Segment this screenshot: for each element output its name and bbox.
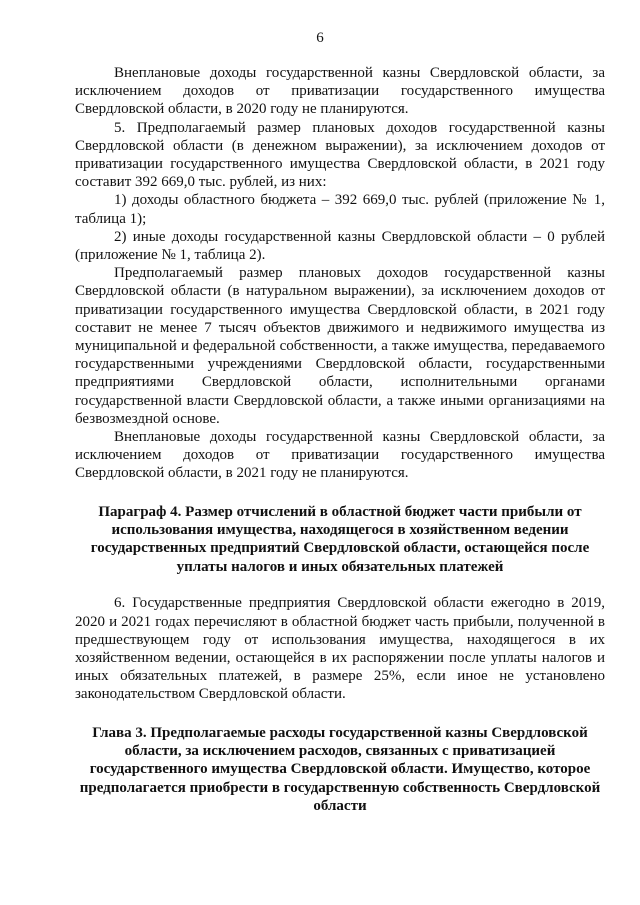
paragraph-unplanned-income-2021: Внеплановые доходы государственной казны Свердловской области, за исключением доходов от приватизации государственного имущества Свердловской области, в 2021 году не планируются. (75, 429, 605, 482)
paragraph-item-5: 5. Предполагаемый размер плановых доходов государственной казны Свердловской области (в денежном выражении), за исключением доходов от приватизации государственного имущества Свердловской области, в 2021 году составит 392 669,0 тыс. рублей, из них: (75, 119, 605, 191)
section-heading-chapter-3: Глава 3. Предполагаемые расходы государственной казны Свердловской области, за исключением расходов, связанных с приватизацией государственного имущества Свердловской области. Имущество, которое предполагается приобрести в государственную собственность Свердловской области (79, 724, 601, 815)
paragraph-natural-income-2021: Предполагаемый размер плановых доходов государственной казны Свердловской области (в натуральном выражении), за исключением доходов от приватизации государственного имущества Свердловской области, в 2021 году составит не менее 7 тысяч объектов движимого и недвижимого имущества из муниципальной и федеральной собственности, а также имущества, передаваемого государственными учреждениями Свердловской области, государственными предприятиями Свердловской области, исполнительными органами государственной власти Свердловской области, а также иными организациями на безвозмездной основе. (75, 265, 605, 427)
section-heading-paragraph-4: Параграф 4. Размер отчислений в областной бюджет части прибыли от использования имущества, находящегося в хозяйственном ведении государственных предприятий Свердловской области, остающейся после уплаты налогов и иных обязательных платежей (90, 503, 590, 575)
paragraph-item-6: 6. Государственные предприятия Свердловской области ежегодно в 2019, 2020 и 2021 годах перечисляют в областной бюджет часть прибыли, полученной в предшествующем году от использования имущества, находящегося в их хозяйственном ведении, остающейся в их распоряжении после уплаты налогов и иных обязательных платежей, в размере 25%, если иное не установлено законодательством Свердловской области. (75, 595, 605, 703)
paragraph-unplanned-income-2020: Внеплановые доходы государственной казны Свердловской области, за исключением доходов от приватизации государственного имущества Свердловской области, в 2020 году не планируются. (75, 65, 605, 118)
paragraph-subitem-1: 1) доходы областного бюджета – 392 669,0 тыс. рублей (приложение № 1, таблица 1); (75, 192, 605, 227)
document-body (75, 64, 605, 816)
page-number: 6 (316, 30, 324, 46)
paragraph-subitem-2: 2) иные доходы государственной казны Свердловской области – 0 рублей (приложение № 1, таблица 2). (75, 228, 605, 264)
